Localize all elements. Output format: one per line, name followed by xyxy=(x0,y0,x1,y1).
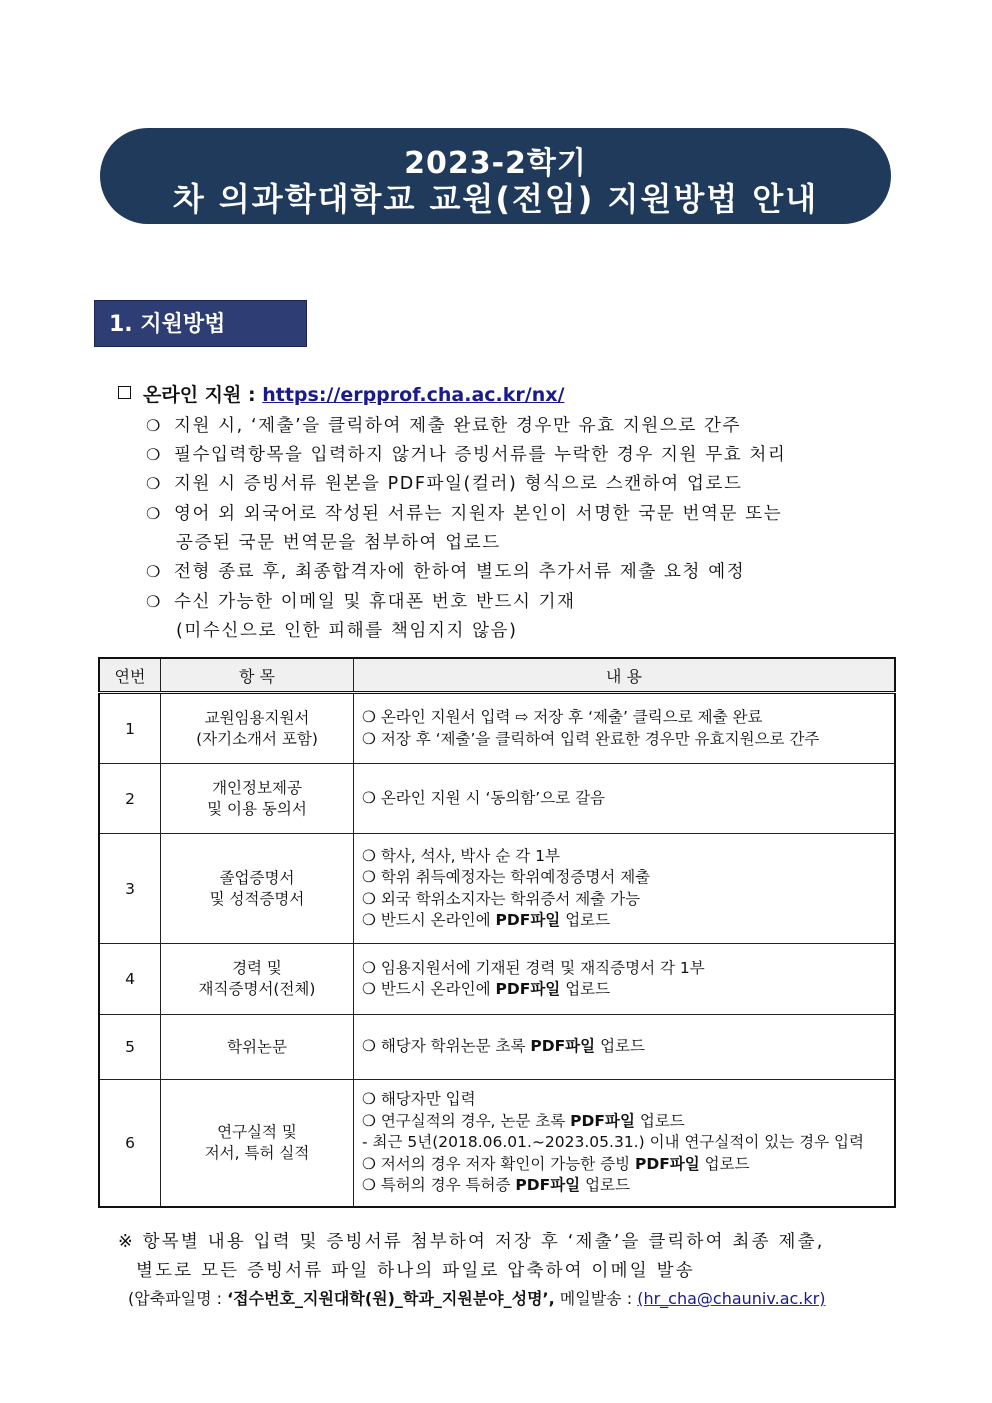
row-content: ❍ 해당자 학위논문 초록 PDF파일 업로드 xyxy=(354,1015,896,1080)
table-row xyxy=(99,693,895,764)
row-item: 학위논문 xyxy=(161,1015,354,1080)
circle-bullet-icon: ❍ xyxy=(146,474,162,493)
bullet-item: ❍ 영어 외 외국어로 작성된 서류는 지원자 본인이 서명한 국문 번역문 또는 xyxy=(146,504,783,524)
row-number: 1 xyxy=(99,693,161,764)
bullet-item: ❍ 전형 종료 후, 최종합격자에 한하여 별도의 추가서류 제출 요청 예정 xyxy=(146,562,746,582)
table-row xyxy=(99,1080,895,1207)
table-row xyxy=(99,764,895,834)
bullet-item: ❍ 수신 가능한 이메일 및 휴대폰 번호 반드시 기재 xyxy=(146,592,576,612)
col-header-content: 내 용 xyxy=(354,658,896,693)
bullet-continuation: 공증된 국문 번역문을 첨부하여 업로드 xyxy=(176,533,501,553)
row-item: 경력 및 재직증명서(전체) xyxy=(161,944,354,1015)
table-row xyxy=(99,944,895,1015)
table-row xyxy=(99,834,895,944)
row-item: 개인정보제공 및 이용 동의서 xyxy=(161,764,354,834)
zip-filename-note: (압축파일명 : ‘접수번호_지원대학(원)_학과_지원분야_성명’, 메일발송 : (hr_cha@chauniv.ac.kr) xyxy=(128,1289,826,1308)
row-content: ❍ 온라인 지원서 입력 ⇨ 저장 후 ‘제출’ 클릭으로 제출 완료 ❍ 저장 후 ‘제출’을 클릭하여 입력 완료한 경우만 유효지원으로 간주 xyxy=(354,693,896,764)
row-content: ❍ 해당자만 입력 ❍ 연구실적의 경우, 논문 초록 PDF파일 업로드 - 최근 5년(2018.06.01.~2023.05.31.) 이내 연구실적이 있는 경우 입력 ❍ 저서의 경우 저자 확인이 가능한 증빙 PDF파일 업로드 ❍ 특허의 경우 특허증 PDF파일 업로드 xyxy=(354,1080,896,1207)
bullet-item: ❍ 필수입력항목을 입력하지 않거나 증빙서류를 누락한 경우 지원 무효 처리 xyxy=(146,445,787,465)
row-number: 3 xyxy=(99,834,161,944)
banner-title: 차 의과학대학교 교원(전임) 지원방법 안내 xyxy=(172,180,819,218)
row-content: ❍ 학사, 석사, 박사 순 각 1부 ❍ 학위 취득예정자는 학위예정증명서 제출 ❍ 외국 학위소지자는 학위증서 제출 가능 ❍ 반드시 온라인에 PDF파일 업로드 xyxy=(354,834,896,944)
email-link[interactable]: (hr_cha@chauniv.ac.kr) xyxy=(637,1289,826,1308)
row-content: ❍ 온라인 지원 시 ‘동의함’으로 갈음 xyxy=(354,764,896,834)
checkbox-square-icon xyxy=(118,386,131,399)
bullet-continuation: (미수신으로 인한 피해를 책임지지 않음) xyxy=(176,621,518,641)
banner-semester: 2023-2학기 xyxy=(404,146,587,181)
footnote-line: ※ 항목별 내용 입력 및 증빙서류 첨부하여 저장 후 ‘제출’을 클릭하여 최종 제출, xyxy=(118,1232,825,1252)
row-item: 졸업증명서 및 성적증명서 xyxy=(161,834,354,944)
row-number: 4 xyxy=(99,944,161,1015)
row-number: 6 xyxy=(99,1080,161,1207)
circle-bullet-icon: ❍ xyxy=(146,562,162,581)
table-row xyxy=(99,1015,895,1080)
bullet-item: ❍ 지원 시, ‘제출’을 클릭하여 제출 완료한 경우만 유효 지원으로 간주 xyxy=(146,416,742,436)
circle-bullet-icon: ❍ xyxy=(146,504,162,523)
row-item: 연구실적 및 저서, 특허 실적 xyxy=(161,1080,354,1207)
circle-bullet-icon: ❍ xyxy=(146,416,162,435)
table-header-row xyxy=(99,658,895,693)
col-header-number: 연번 xyxy=(99,658,161,693)
title-banner xyxy=(100,128,891,224)
online-apply-line xyxy=(118,380,564,407)
row-number: 2 xyxy=(99,764,161,834)
row-content: ❍ 임용지원서에 기재된 경력 및 재직증명서 각 1부 ❍ 반드시 온라인에 PDF파일 업로드 xyxy=(354,944,896,1015)
requirements-table xyxy=(98,657,896,1208)
footnote-line: 별도로 모든 증빙서류 파일 하나의 파일로 압축하여 이메일 발송 xyxy=(136,1261,695,1281)
row-number: 5 xyxy=(99,1015,161,1080)
online-label: 온라인 지원 : xyxy=(143,384,256,406)
row-item: 교원임용지원서 (자기소개서 포함) xyxy=(161,693,354,764)
circle-bullet-icon: ❍ xyxy=(146,445,162,464)
circle-bullet-icon: ❍ xyxy=(146,592,162,611)
bullet-item: ❍ 지원 시 증빙서류 원본을 PDF파일(컬러) 형식으로 스캔하여 업로드 xyxy=(146,474,743,494)
zip-filename: ‘접수번호_지원대학(원)_학과_지원분야_성명’, xyxy=(227,1289,555,1308)
col-header-item: 항 목 xyxy=(161,658,354,693)
apply-url-link[interactable]: https://erpprof.cha.ac.kr/nx/ xyxy=(262,384,565,406)
section-heading: 1. 지원방법 xyxy=(94,300,307,347)
